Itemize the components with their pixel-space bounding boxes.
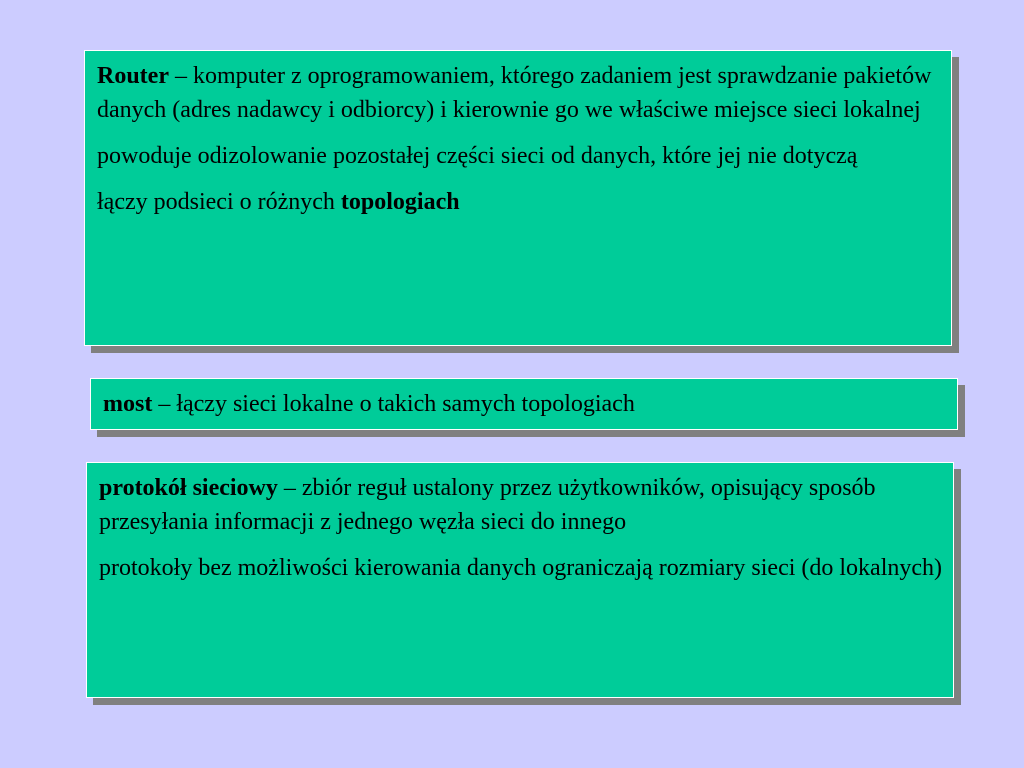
protocol-term: protokół sieciowy xyxy=(99,475,278,501)
bridge-definition-text: – łączy sieci lokalne o takich samych topologiach xyxy=(152,391,635,417)
bridge-term: most xyxy=(103,391,153,417)
router-topologies-term: topologiach xyxy=(340,189,460,215)
router-isolation-text: powoduje odizolowanie pozostałej części sieci od danych, które jej nie dotyczą xyxy=(97,143,858,169)
router-definition-text: – komputer z oprogramowaniem, którego zadaniem jest sprawdzanie pakietów danych (adres nadawcy i odbiorcy) i kierownie go we właściwe miejsce sieci lokalnej xyxy=(97,63,932,123)
protocol-definition xyxy=(99,471,943,539)
protocol-limitation-text: protokoły bez możliwości kierowania danych ograniczają rozmiary sieci (do lokalnych) xyxy=(99,555,943,581)
router-term: Router xyxy=(97,63,169,89)
router-definition-box xyxy=(84,50,952,346)
protocol-definition-text: – zbiór reguł ustalony przez użytkowników, opisujący sposób przesyłania informacji z jednego węzła sieci do innego xyxy=(99,475,876,535)
router-definition xyxy=(97,59,941,127)
protocol-definition-box xyxy=(86,462,954,698)
bridge-definition xyxy=(103,387,947,421)
router-subnets-text: łączy podsieci o różnych xyxy=(97,189,341,215)
bridge-definition-box xyxy=(90,378,958,430)
router-subnets-line xyxy=(97,185,941,219)
